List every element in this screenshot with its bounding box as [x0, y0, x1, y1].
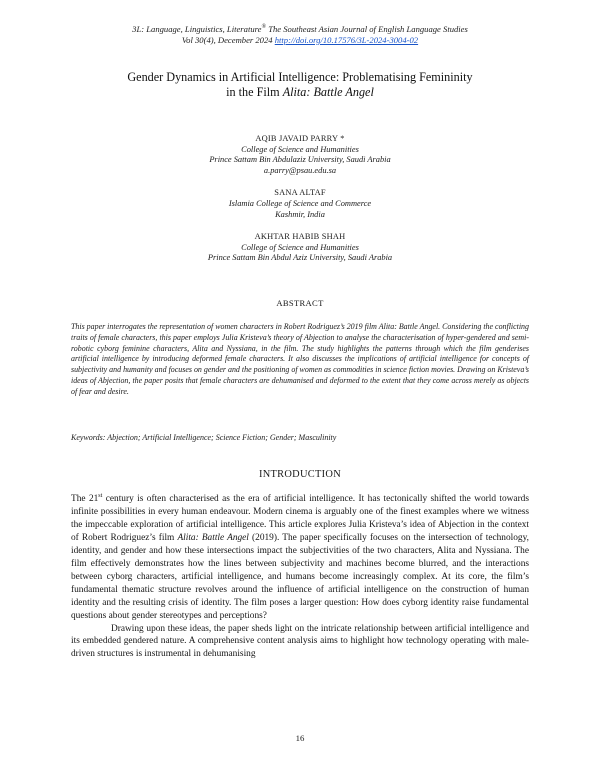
- journal-title-line: [0, 24, 600, 35]
- author-affiliation: Kashmir, India: [275, 209, 325, 219]
- p1-end: (2019). The paper specifically focuses on the intersection of technology, identity, and gender and how these intersections impact the subjectivities of the two characters, Alita and Nyssiana. The film effectively demonstrates how the lines between subjectivity and machines become blurred, and the interactions between cyborg characters, artificial intelligence, and humans become increasingly complex. At its core, the film’s fundamental thematic structure revolves around the influence of artificial intelligence on the construction of human identity and the resulting crisis of identity. The film poses a larger question: How does cyborg identity raise fundamental questions about gender stereotypes and perceptions?: [71, 532, 529, 621]
- keywords: Keywords: Abjection; Artificial Intelligence; Science Fiction; Gender; Masculinity: [71, 433, 337, 442]
- film-title-inline: Alita: Battle Angel: [177, 532, 249, 543]
- journal-name: 3L: Language, Linguistics, Literature: [132, 24, 262, 34]
- p1-middle: century is often characterised as the era of artificial intelligence. It has tectonically shifted the world towards infinite possibilities in every human endeavour. Modern cinema is arguably one of the finest examples where we witness the impeccable exploration of artificial intelligence. This article explores Julia Kristeva’s idea of Abjection in the context of Robert Rodriguez’s film: [71, 494, 529, 543]
- paragraph-2: Drawing upon these ideas, the paper sheds light on the intricate relationship between artificial intelligence and its embedded gendered nature. A comprehensive content analysis aims to highlight how technology operating with male-driven structures is instrumental in dehumanising: [71, 623, 529, 660]
- body-text: [71, 493, 529, 661]
- page-number: 16: [295, 733, 305, 743]
- journal-volume-line: [0, 35, 600, 46]
- paper-title: [0, 70, 600, 100]
- p1-start: The 21: [71, 494, 99, 504]
- title-line-2-text: in the Film: [226, 85, 283, 99]
- ordinal-suffix: st: [98, 492, 103, 499]
- paragraph-1: [71, 493, 529, 623]
- title-line-1: Gender Dynamics in Artificial Intelligence: Problematising Femininity: [127, 70, 473, 84]
- section-heading-introduction: INTRODUCTION: [258, 469, 342, 480]
- abstract-text: This paper interrogates the representation of women characters in Robert Rodriguez’s 2019 film Alita: Battle Angel. Considering the conflicting traits of female characters, this paper employs Julia Kristeva’s theory of Abjection to analyse the characterisation of hyper-gendered and semi-robotic cyborg feminine characters, Alita and Nyssiana, in the film. The study highlights the patterns through which the film genderises artificial intelligence by introducing deformed female characters. It also discusses the implications of artificial intelligence for concepts of subjectivity and humanity and focuses on gender and the positioning of women as commodities in science fiction movies. Drawing on Kristeva’s ideas of Abjection, the paper posits that female characters are dehumanised and deformed to the extent that they come across merely as objects of fear and desire.: [71, 322, 529, 396]
- author-affiliation: College of Science and Humanities: [241, 242, 359, 252]
- author-name: AQIB JAVAID PARRY *: [255, 134, 345, 143]
- author-affiliation: Islamia College of Science and Commerce: [228, 198, 372, 208]
- author-name: AKHTAR HABIB SHAH: [254, 232, 346, 242]
- author-affiliation: College of Science and Humanities: [241, 144, 359, 154]
- journal-volume: Vol 30(4), December 2024: [181, 35, 275, 45]
- film-title: Alita: Battle Angel: [282, 85, 374, 99]
- author-email: a.parry@psau.edu.sa: [263, 165, 337, 175]
- author-1: [0, 134, 600, 176]
- title-line-2: [0, 85, 600, 100]
- author-affiliation: Prince Sattam Bin Abdul Aziz University, Saudi Arabia: [207, 253, 393, 263]
- doi-link[interactable]: http://doi.org/10.17576/3L-2024-3004-02: [274, 35, 419, 45]
- abstract-heading: ABSTRACT: [276, 298, 324, 308]
- journal-subtitle: The Southeast Asian Journal of English Language Studies: [266, 24, 468, 34]
- author-2: [0, 188, 600, 220]
- author-affiliation: Prince Sattam Bin Abdulaziz University, Saudi Arabia: [209, 155, 391, 165]
- author-list: [0, 134, 600, 276]
- journal-header: [0, 24, 600, 46]
- author-3: [0, 232, 600, 264]
- author-name: SANA ALTAF: [274, 188, 326, 198]
- registered-mark: ®: [261, 24, 267, 31]
